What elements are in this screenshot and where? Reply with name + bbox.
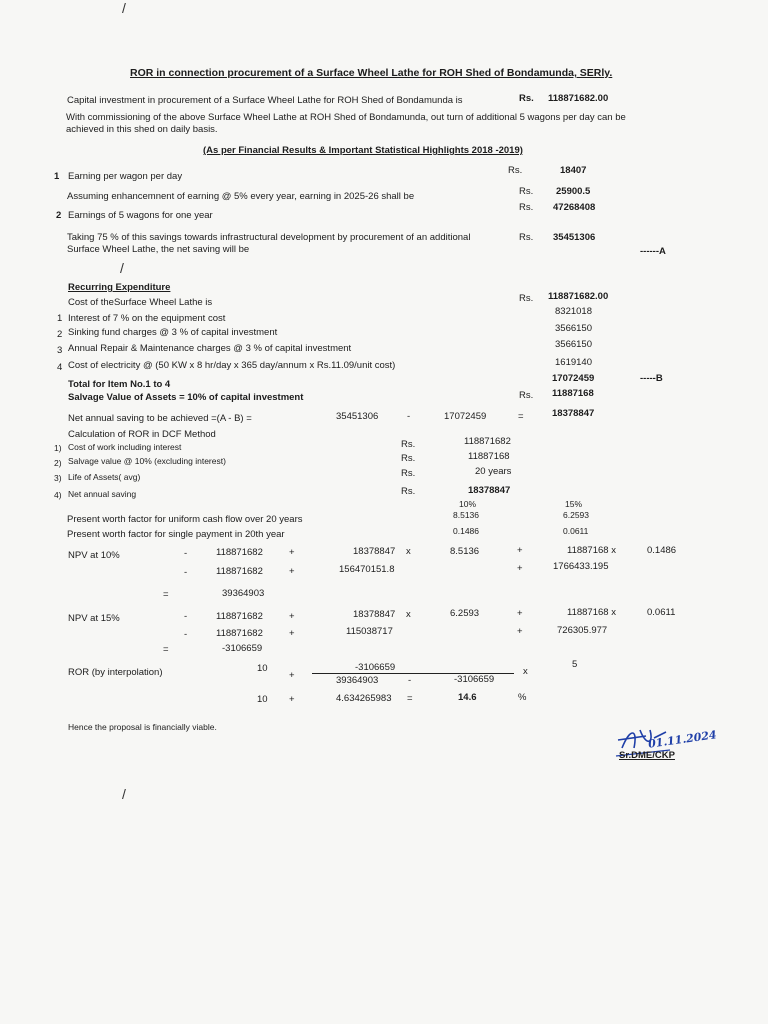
npv15-r2-plus2: + xyxy=(517,626,523,637)
dcf-item-2-number: 2) xyxy=(54,458,62,468)
total-items-label: Total for Item No.1 to 4 xyxy=(68,379,171,390)
marker-a: ------A xyxy=(640,246,666,257)
dcf-heading: Calculation of ROR in DCF Method xyxy=(68,429,216,440)
net-annual-saving-minus: - xyxy=(407,411,411,422)
capital-investment-rs: Rs. xyxy=(519,93,534,104)
document-title: ROR in connection procurement of a Surface Wheel Lathe for ROH Shed of Bondamunda, SERly. xyxy=(130,67,613,79)
ror-five: 5 xyxy=(572,659,578,670)
recurring-item-4-label: Cost of electricity @ (50 KW x 8 hr/day x 365 day/annum x Rs.11.09/unit cost) xyxy=(68,360,396,371)
pen-tick-mark-bottom: / xyxy=(122,786,126,802)
ror-r2-plus: + xyxy=(289,694,295,705)
enhancement-label: Assuming enhancemnent of earning @ 5% every year, earning in 2025-26 shall be xyxy=(67,191,415,202)
pw-uniform-label: Present worth factor for uniform cash flow over 20 years xyxy=(67,514,303,525)
ror-result: 14.6 xyxy=(458,692,477,703)
recurring-item-1-number: 1 xyxy=(57,313,63,324)
ror-numerator: -3106659 xyxy=(355,662,396,673)
pw-single-10: 0.1486 xyxy=(453,526,479,536)
enhancement-rs: Rs. xyxy=(519,186,534,197)
dcf-item-2-rs: Rs. xyxy=(401,453,416,464)
dcf-item-1-label: Cost of work including interest xyxy=(68,442,182,452)
npv10-r1-plus: + xyxy=(289,547,295,558)
dcf-item-1-rs: Rs. xyxy=(401,439,416,450)
capital-investment-text: Capital investment in procurement of a Surface Wheel Lathe for ROH Shed of Bondamunda is xyxy=(67,95,463,106)
npv10-r1-op: - xyxy=(184,548,188,559)
npv10-r1-b: 18378847 xyxy=(353,546,396,557)
dcf-item-3-label: Life of Assets( avg) xyxy=(68,472,141,482)
ror-r1-plus: + xyxy=(289,670,295,681)
net-annual-saving-a: 35451306 xyxy=(336,411,379,422)
commissioning-text-line2: achieved in this shed on daily basis. xyxy=(66,124,218,135)
npv15-r1-c: 6.2593 xyxy=(450,608,480,619)
dcf-item-3-value: 20 years xyxy=(475,466,512,477)
npv15-r3-a: -3106659 xyxy=(222,643,263,654)
npv15-r1-x: x xyxy=(406,609,411,620)
npv10-r1-x: x xyxy=(406,546,411,557)
ror-denominator-b: -3106659 xyxy=(454,674,495,685)
net-annual-saving-label: Net annual saving to be achieved =(A - B) = xyxy=(68,413,252,424)
npv10-r1-d: 11887168 x xyxy=(567,545,616,556)
ror-denominator-a: 39364903 xyxy=(336,675,379,686)
earnings-5-wagons-rs: Rs. xyxy=(519,202,534,213)
npv10-r1-e: 0.1486 xyxy=(647,545,677,556)
dcf-item-4-rs: Rs. xyxy=(401,486,416,497)
npv15-r2-b: 115038717 xyxy=(346,626,393,637)
npv15-r1-d: 11887168 x xyxy=(567,607,616,618)
npv15-r1-op: - xyxy=(184,611,188,622)
earnings-5-wagons-label: Earnings of 5 wagons for one year xyxy=(68,210,213,221)
npv10-r1-plus2: + xyxy=(517,545,523,556)
recurring-item-2-number: 2 xyxy=(57,329,63,340)
pw-uniform-15: 6.2593 xyxy=(563,510,589,520)
recurring-item-3-number: 3 xyxy=(57,345,63,356)
dcf-item-3-number: 3) xyxy=(54,473,62,483)
ror-percent: % xyxy=(518,692,527,703)
npv10-r2-b: 156470151.8 xyxy=(339,564,395,575)
dcf-item-1-number: 1) xyxy=(54,443,62,453)
commissioning-text-line1: With commissioning of the above Surface Wheel Lathe at ROH Shed of Bondamunda, out turn of additional 5 wagons per day can be xyxy=(66,112,626,123)
signatory-designation: Sr.DME/CKP xyxy=(619,750,675,761)
capital-investment-value: 118871682.00 xyxy=(548,93,609,104)
item-1-number: 1 xyxy=(54,171,60,182)
recurring-item-3-label: Annual Repair & Maintenance charges @ 3 % of capital investment xyxy=(68,343,352,354)
net-annual-saving-value: 18378847 xyxy=(552,408,595,419)
npv15-r2-op: - xyxy=(184,629,188,640)
recurring-item-1-value: 8321018 xyxy=(555,306,592,317)
npv10-r2-a: 118871682 xyxy=(216,566,263,577)
savings-text-line2: Surface Wheel Lathe, the net saving will be xyxy=(67,244,250,255)
rate-10-header: 10% xyxy=(459,499,477,509)
dcf-item-1-value: 118871682 xyxy=(464,436,511,447)
earning-per-wagon-value: 18407 xyxy=(560,165,587,176)
ror-r2-eq: = xyxy=(407,693,413,704)
net-saving-value: 35451306 xyxy=(553,232,596,243)
earning-per-wagon-label: Earning per wagon per day xyxy=(68,171,183,182)
dcf-item-3-rs: Rs. xyxy=(401,468,416,479)
lathe-cost-rs: Rs. xyxy=(519,293,534,304)
ror-r1-ten: 10 xyxy=(257,663,268,674)
npv15-r1-plus: + xyxy=(289,611,295,622)
npv10-label: NPV at 10% xyxy=(68,550,120,561)
npv15-r2-plus: + xyxy=(289,628,295,639)
marker-b: -----B xyxy=(640,373,663,384)
item-2-number: 2 xyxy=(56,210,62,221)
npv15-r1-plus2: + xyxy=(517,608,523,619)
pw-single-label: Present worth factor for single payment in 20th year xyxy=(67,529,285,540)
recurring-item-4-number: 4 xyxy=(57,362,63,373)
recurring-expenditure-heading: Recurring Expenditure xyxy=(68,282,171,293)
npv10-r1-a: 118871682 xyxy=(216,547,263,558)
salvage-value-amount: 11887168 xyxy=(552,388,594,399)
npv15-r1-b: 18378847 xyxy=(353,609,396,620)
recurring-item-4-value: 1619140 xyxy=(555,357,592,368)
npv15-r3-eq: = xyxy=(163,644,169,655)
earning-per-wagon-rs: Rs. xyxy=(508,165,523,176)
dcf-item-2-label: Salvage value @ 10% (excluding interest) xyxy=(68,456,226,466)
enhancement-value: 25900.5 xyxy=(556,186,591,197)
ror-r2-value: 4.634265983 xyxy=(336,693,392,704)
conclusion-text: Hence the proposal is financially viable. xyxy=(68,722,217,732)
earnings-5-wagons-value: 47268408 xyxy=(553,202,596,213)
npv10-r2-plus2: + xyxy=(517,563,523,574)
rate-15-header: 15% xyxy=(565,499,583,509)
npv15-r1-a: 118871682 xyxy=(216,611,263,622)
signature-date: 01.11.2024 xyxy=(647,728,718,751)
salvage-value-label: Salvage Value of Assets = 10% of capital investment xyxy=(68,392,304,403)
npv15-r1-e: 0.0611 xyxy=(647,607,676,618)
npv10-r2-op: - xyxy=(184,567,188,578)
pen-tick-mark-middle: / xyxy=(120,260,124,276)
ror-denominator-minus: - xyxy=(408,675,412,686)
total-items-value: 17072459 xyxy=(552,373,595,384)
recurring-item-2-label: Sinking fund charges @ 3 % of capital investment xyxy=(68,327,278,338)
ror-times: x xyxy=(523,666,528,677)
ror-r2-ten: 10 xyxy=(257,694,268,705)
pw-single-15: 0.0611 xyxy=(563,526,589,536)
npv15-r2-d: 726305.977 xyxy=(557,625,608,636)
ror-label: ROR (by interpolation) xyxy=(68,667,163,678)
npv10-r3-a: 39364903 xyxy=(222,588,265,599)
pen-tick-mark-top: / xyxy=(122,0,126,16)
recurring-item-3-value: 3566150 xyxy=(555,339,592,350)
dcf-item-4-label: Net annual saving xyxy=(68,489,137,499)
npv15-label: NPV at 15% xyxy=(68,613,120,624)
savings-text-line1: Taking 75 % of this savings towards infrastructural development by procurement of an additional xyxy=(67,232,471,243)
dcf-item-4-number: 4) xyxy=(54,490,62,500)
net-annual-saving-eq: = xyxy=(518,411,524,422)
npv10-r2-d: 1766433.195 xyxy=(553,561,609,572)
npv10-r3-eq: = xyxy=(163,589,169,600)
source-reference: (As per Financial Results & Important Statistical Highlights 2018 -2019) xyxy=(203,145,523,156)
net-annual-saving-b: 17072459 xyxy=(444,411,487,422)
npv15-r2-a: 118871682 xyxy=(216,628,263,639)
net-saving-rs: Rs. xyxy=(519,232,534,243)
recurring-item-2-value: 3566150 xyxy=(555,323,592,334)
dcf-item-2-value: 11887168 xyxy=(468,451,510,462)
pw-uniform-10: 8.5136 xyxy=(453,510,479,520)
npv10-r1-c: 8.5136 xyxy=(450,546,480,557)
lathe-cost-label: Cost of theSurface Wheel Lathe is xyxy=(68,297,213,308)
dcf-item-4-value: 18378847 xyxy=(468,485,511,496)
npv10-r2-plus: + xyxy=(289,566,295,577)
salvage-value-rs: Rs. xyxy=(519,390,534,401)
recurring-item-1-label: Interest of 7 % on the equipment cost xyxy=(68,313,226,324)
lathe-cost-value: 118871682.00 xyxy=(548,291,609,302)
